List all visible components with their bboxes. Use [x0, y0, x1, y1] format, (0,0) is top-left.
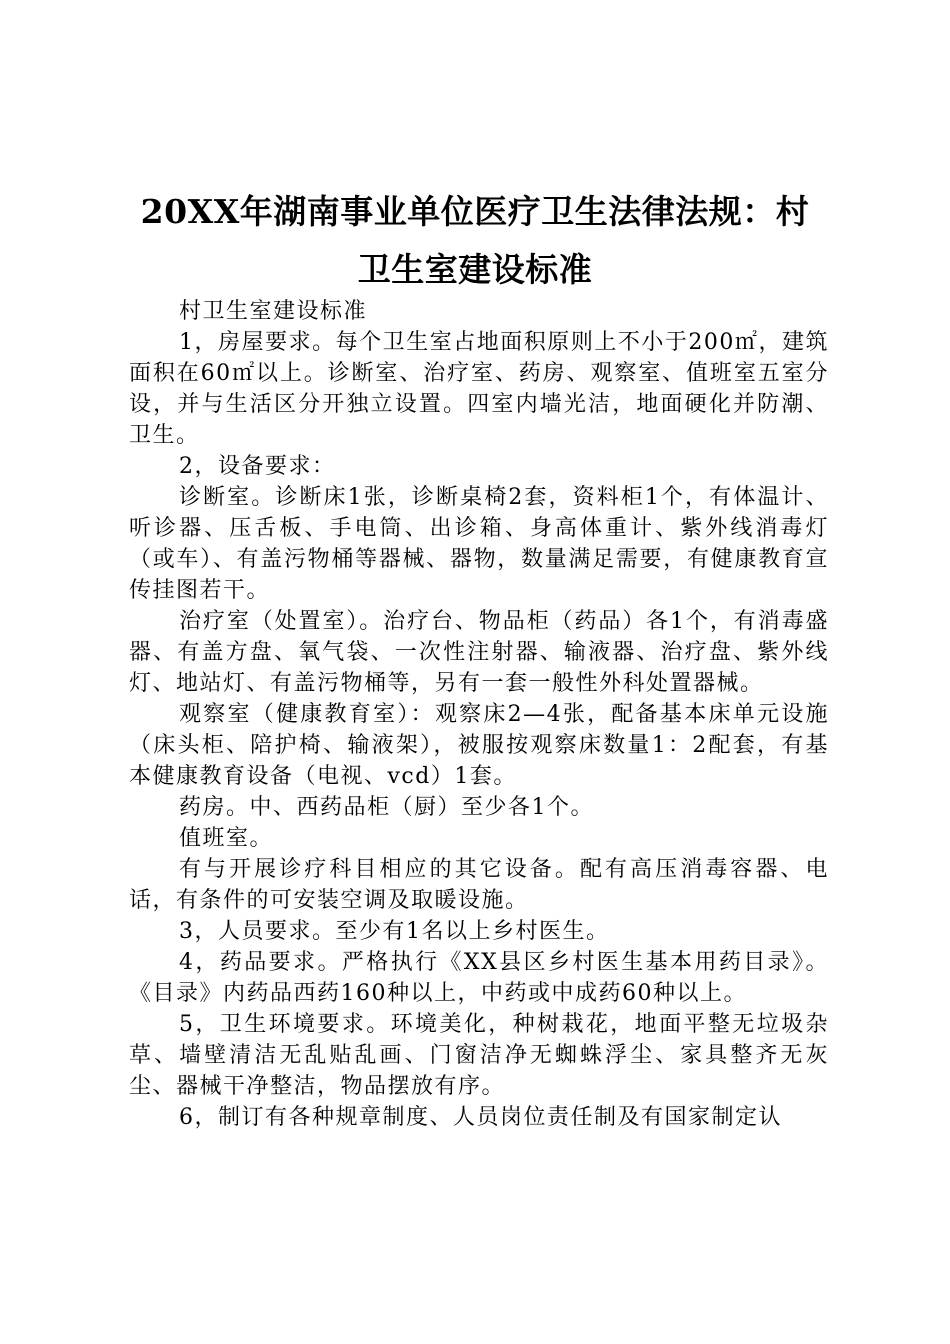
paragraph-drug-requirements: 4，药品要求。严格执行《XX县区乡村医生基本用药目录》。《目录》内药品西药160种以上，中药或中成药60种以上。	[129, 950, 829, 1006]
paragraph-diagnosis-room: 诊断室。诊断床1张，诊断桌椅2套，资料柜1个，有体温计、听诊器、压舌板、手电筒、出诊箱、身高体重计、紫外线消毒灯（或车）、有盖污物桶等器械、器物，数量满足需要，有健康教育宣传挂图若干。	[129, 485, 829, 603]
paragraph-duty-room: 值班室。	[179, 826, 274, 851]
paragraph-other-equipment: 有与开展诊疗科目相应的其它设备。配有高压消毒容器、电话，有条件的可安装空调及取暖设施。	[129, 857, 829, 913]
paragraph-regulations: 6，制订有各种规章制度、人员岗位责任制及有国家制定认	[179, 1105, 782, 1130]
document-body	[129, 296, 829, 1133]
paragraph-staff-requirements: 3，人员要求。至少有1名以上乡村医生。	[179, 919, 610, 944]
paragraph-subtitle: 村卫生室建设标准	[179, 299, 368, 324]
paragraph-hygiene-requirements: 5，卫生环境要求。环境美化，种树栽花，地面平整无垃圾杂草、墙壁清洁无乱贴乱画、门窗洁净无蜘蛛浮尘、家具整齐无灰尘、器械干净整洁，物品摆放有序。	[129, 1012, 829, 1099]
paragraph-treatment-room: 治疗室（处置室）。治疗台、物品柜（药品）各1个，有消毒盛器、有盖方盘、氧气袋、一次性注射器、输液器、治疗盘、紫外线灯、地站灯、有盖污物桶等，另有一套一般性外科处置器械。	[129, 609, 829, 696]
document-title: 20XX年湖南事业单位医疗卫生法律法规：村卫生室建设标准	[140, 192, 810, 289]
paragraph-housing-requirements: 1，房屋要求。每个卫生室占地面积原则上不小于200㎡，建筑面积在60㎡以上。诊断室、治疗室、药房、观察室、值班室五室分设，并与生活区分开独立设置。四室内墙光洁，地面硬化并防潮、卫生。	[129, 330, 829, 448]
paragraph-equipment-heading: 2，设备要求：	[179, 454, 336, 479]
paragraph-observation-room: 观察室（健康教育室）：观察床2—4张，配备基本床单元设施（床头柜、陪护椅、输液架），被服按观察床数量1：2配套，有基本健康教育设备（电视、vcd）1套。	[129, 702, 829, 789]
paragraph-pharmacy: 药房。中、西药品柜（厨）至少各1个。	[179, 795, 594, 820]
